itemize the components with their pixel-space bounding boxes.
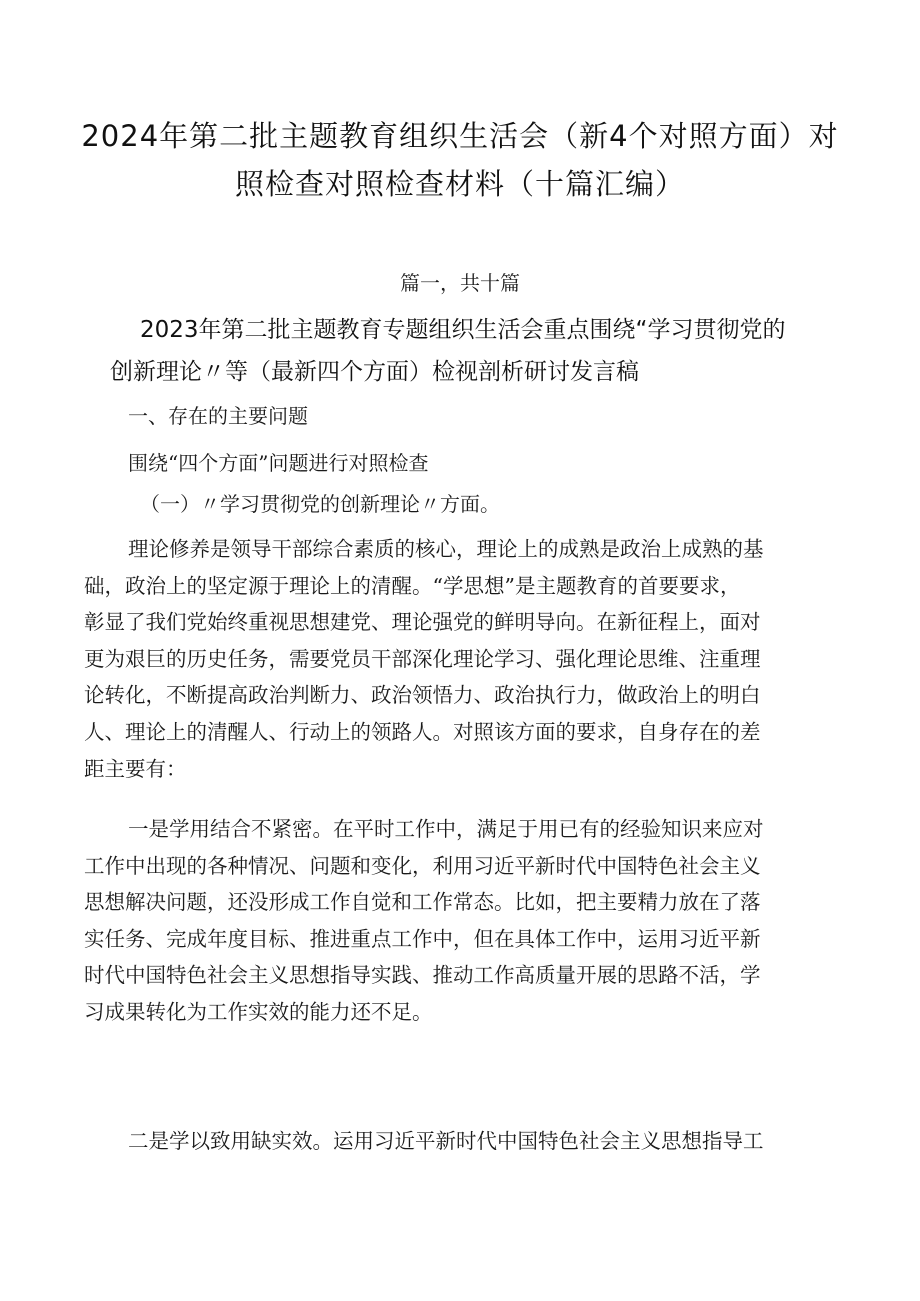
heading-problems: 一、存在的主要问题 — [128, 404, 308, 428]
speech-title — [110, 309, 870, 393]
paragraph — [84, 1123, 854, 1160]
paragraph-line: 思想解决问题，还没形成工作自觉和工作常态。比如，把主要精力放在了落 — [84, 890, 761, 915]
paragraph-line: 实任务、完成年度目标、推进重点工作中，但在具体工作中，运用习近平新 — [84, 926, 761, 951]
paragraph — [84, 811, 854, 1031]
paragraph-line: 更为艰巨的历史任务，需要党员干部深化理论学习、强化理论思维、注重理 — [84, 646, 761, 671]
title-line: 照检查对照检查材料（十篇汇编） — [234, 167, 685, 201]
paragraph-line: 工作中出现的各种情况、问题和变化，利用习近平新时代中国特色社会主义 — [84, 853, 761, 878]
paragraph-line: 习成果转化为工作实效的能力还不足。 — [84, 999, 433, 1024]
document-title — [60, 112, 860, 208]
title-line: 2024年第二批主题教育组织生活会（新4个对照方面）对 — [81, 119, 839, 153]
paragraph-line: 人、理论上的清醒人、行动上的领路人。对照该方面的要求，自身存在的差 — [84, 719, 761, 744]
speech-title-line: 2023年第二批主题教育专题组织生活会重点围绕“学习贯彻党的 — [140, 317, 786, 343]
paragraph-line: 础，政治上的坚定源于理论上的清醒。“学思想”是主题教育的首要要求， — [84, 573, 741, 598]
speech-title-line: 创新理论〃等（最新四个方面）检视剖析研讨发言稿 — [110, 359, 639, 385]
section-label: 篇一，共十篇 — [400, 271, 520, 295]
paragraph-line: 论转化，不断提高政治判断力、政治领悟力、政治执行力，做政治上的明白 — [84, 683, 761, 708]
heading-check: 围绕“四个方面”问题进行对照检查 — [128, 451, 429, 475]
paragraph-line: 时代中国特色社会主义思想指导实践、推动工作高质量开展的思路不活，学 — [84, 963, 761, 988]
paragraph-line: 理论修养是领导干部综合素质的核心，理论上的成熟是政治上成熟的基 — [128, 537, 764, 561]
paragraph-line: 距主要有： — [84, 756, 187, 781]
paragraph-line: 二是学以致用缺实效。运用习近平新时代中国特色社会主义思想指导工 — [128, 1129, 764, 1153]
paragraph-line: 彰显了我们党始终重视思想建党、理论强党的鲜明导向。在新征程上，面对 — [84, 610, 761, 635]
heading-section-one: （一）〃学习贯彻党的创新理论〃方面。 — [140, 492, 500, 516]
paragraph-line: 一是学用结合不紧密。在平时工作中，满足于用已有的经验知识来应对 — [128, 817, 764, 841]
paragraph — [84, 531, 854, 787]
